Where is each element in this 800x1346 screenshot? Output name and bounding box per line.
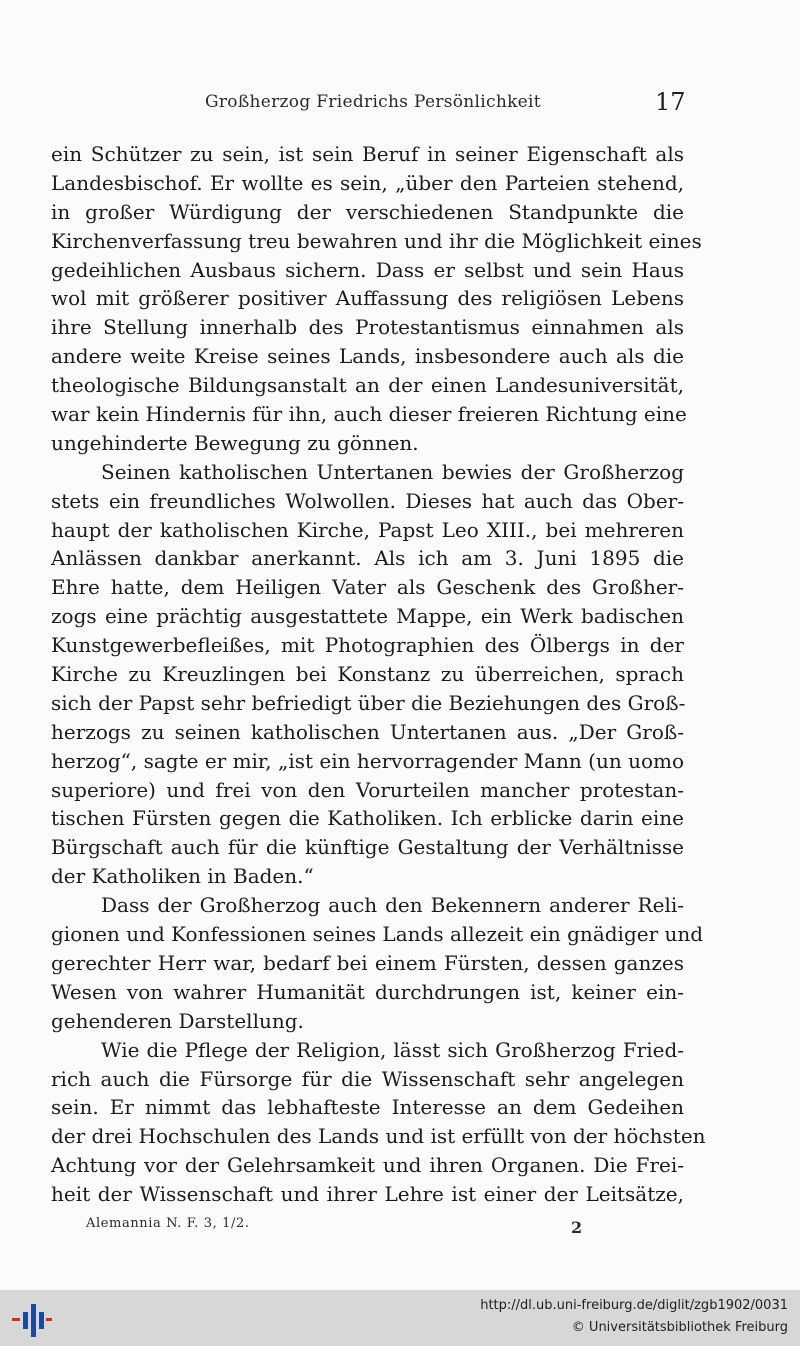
text-line: Kirchenverfassung treu bewahren und ihr die Möglichkeit eines	[51, 228, 702, 253]
printer-signature: Alemannia N. F. 3, 1/2.	[86, 1216, 250, 1231]
text-line: tischen Fürsten gegen die Katholiken. Ich erblicke darin eine	[51, 806, 684, 831]
text-line: Landesbischof. Er wollte es sein, „über den Parteien stehend,	[51, 170, 684, 195]
text-line: ungehinderte Bewegung zu gönnen.	[51, 430, 419, 455]
text-line: Kirche zu Kreuzlingen bei Konstanz zu überreichen, sprach	[51, 662, 684, 687]
text-line: Wie die Pflege der Religion, lässt sich Großherzog Fried-	[101, 1037, 684, 1062]
text-line: rich auch die Fürsorge für die Wissenschaft sehr angelegen	[51, 1066, 684, 1091]
text-line: zogs eine prächtig ausgestattete Mappe, ein Werk badischen	[51, 604, 684, 629]
text-line: der Katholiken in Baden.“	[51, 864, 314, 889]
text-line: heit der Wissenschaft und ihrer Lehre ist einer der Leitsätze,	[51, 1182, 684, 1207]
body-text	[51, 140, 706, 1209]
page-number: 17	[655, 88, 686, 116]
permalink-url[interactable]: http://dl.ub.uni-freiburg.de/diglit/zgb1902/0031	[480, 1298, 788, 1313]
text-line: gerechter Herr war, bedarf bei einem Fürsten, dessen ganzes	[51, 950, 684, 975]
text-line: superiore) und frei von den Vorurteilen mancher protestan-	[51, 777, 684, 802]
text-line: gedeihlichen Ausbaus sichern. Dass er selbst und sein Haus	[51, 257, 684, 282]
text-line: sich der Papst sehr befriedigt über die Beziehungen des Groß-	[51, 690, 686, 715]
text-line: sein. Er nimmt das lebhafteste Interesse an dem Gedeihen	[51, 1095, 684, 1120]
text-line: in großer Würdigung der verschiedenen Standpunkte die	[51, 199, 684, 224]
text-line: andere weite Kreise seines Lands, insbesondere auch als die	[51, 344, 684, 369]
text-line: haupt der katholischen Kirche, Papst Leo XIII., bei mehreren	[51, 517, 684, 542]
running-head-title: Großherzog Friedrichs Persönlichkeit	[205, 92, 541, 112]
text-line: Wesen von wahrer Humanität durchdrungen ist, keiner ein-	[51, 979, 684, 1004]
signature-number: 2	[571, 1218, 583, 1237]
text-line: herzogs zu seinen katholischen Untertanen aus. „Der Groß-	[51, 719, 684, 744]
text-line: war kein Hindernis für ihn, auch dieser freieren Richtung eine	[51, 402, 687, 427]
copyright-notice: © Universitätsbibliothek Freiburg	[571, 1320, 788, 1335]
text-line: gionen und Konfessionen seines Lands allezeit ein gnädiger und	[51, 922, 704, 947]
viewer-footer	[0, 1290, 800, 1346]
text-line: wol mit größerer positiver Auffassung des religiösen Lebens	[51, 286, 684, 311]
text-line: der drei Hochschulen des Lands und ist erfüllt von der höchsten	[51, 1124, 706, 1149]
text-line: theologische Bildungsanstalt an der einen Landesuniversität,	[51, 373, 684, 398]
text-line: ein Schützer zu sein, ist sein Beruf in seiner Eigenschaft als	[51, 142, 684, 166]
ub-freiburg-logo-icon	[10, 1299, 54, 1339]
text-line: Kunstgewerbefleißes, mit Photographien des Ölbergs in der	[51, 633, 684, 658]
text-line: Seinen katholischen Untertanen bewies der Großherzog	[101, 459, 684, 484]
text-line: herzog“, sagte er mir, „ist ein hervorragender Mann (un uomo	[51, 748, 685, 773]
text-line: Anlässen dankbar anerkannt. Als ich am 3. Juni 1895 die	[51, 546, 684, 571]
text-line: Ehre hatte, dem Heiligen Vater als Geschenk des Großher-	[51, 575, 684, 600]
text-line: stets ein freundliches Wolwollen. Dieses hat auch das Ober-	[51, 488, 684, 513]
text-line: Achtung vor der Gelehrsamkeit und ihren Organen. Die Frei-	[51, 1153, 684, 1178]
text-line: Bürgschaft auch für die künftige Gestaltung der Verhältnisse	[51, 835, 684, 860]
text-line: ihre Stellung innerhalb des Protestantismus einnahmen als	[51, 315, 684, 340]
text-line: Dass der Großherzog auch den Bekennern anderer Reli-	[101, 893, 684, 918]
text-line: gehenderen Darstellung.	[51, 1008, 304, 1033]
